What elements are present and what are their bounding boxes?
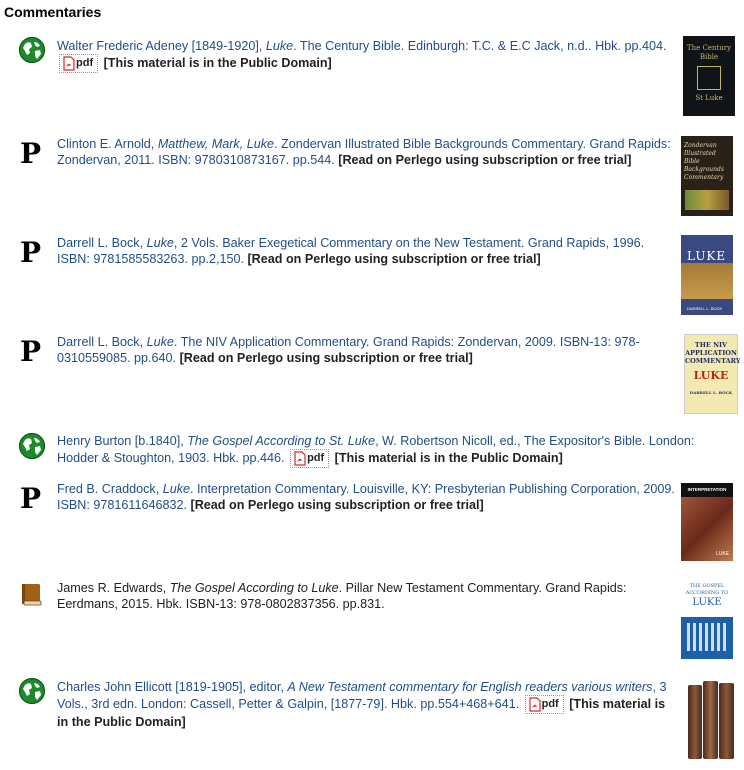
- globe-icon: [18, 677, 46, 705]
- perlego-p-icon: [18, 237, 46, 265]
- book-link[interactable]: Clinton E. Arnold, Matthew, Mark, Luke. Zondervan Illustrated Bible Backgrounds Commentary. Grand Rapids: Zondervan, 2011. ISBN: 9780310873167. pp.544.: [57, 137, 671, 167]
- book-link[interactable]: Walter Frederic Adeney [1849-1920], Luke. The Century Bible. Edinburgh: T.C. & E.C Jack, n.d.. Hbk. pp.404.: [57, 39, 667, 53]
- book-cover-image[interactable]: Zondervan Illustrated Bible Backgrounds Commentary: [681, 136, 733, 216]
- access-note: [This material is in the Public Domain]: [334, 450, 563, 465]
- book-cover-image[interactable]: LUKE DARRELL L. BOCK: [681, 235, 733, 315]
- pdf-icon: [62, 57, 76, 69]
- book-cover-image[interactable]: The Century Bible St Luke: [683, 36, 735, 116]
- book-cover-image[interactable]: [686, 679, 738, 759]
- svg-text:P: P: [20, 237, 42, 265]
- book-link[interactable]: Darrell L. Bock, Luke. The NIV Application Commentary. Grand Rapids: Zondervan, 2009. ISBN-13: 978-0310559085. pp.640.: [57, 335, 640, 365]
- svg-text:P: P: [20, 336, 42, 364]
- svg-text:P: P: [20, 138, 42, 166]
- perlego-p-icon: [18, 483, 46, 511]
- book-link[interactable]: Henry Burton [b.1840], The Gospel According to St. Luke, W. Robertson Nicoll, ed., The Expositor's Bible. London: Hodder & Stoughton, 1903. Hbk. pp.446.: [57, 434, 695, 465]
- book-cover-image[interactable]: THE GOSPEL ACCORDING TO LUKE: [681, 579, 733, 659]
- pdf-icon: [528, 698, 542, 710]
- book-cover-image[interactable]: THE NIV APPLICATION COMMENTARY LUKE DARRELL L. BOCK: [684, 334, 738, 414]
- pdf-download-button[interactable]: pdf: [290, 449, 329, 468]
- book-citation: James R. Edwards, The Gospel According to Luke. Pillar New Testament Commentary. Grand Rapids: Eerdmans, 2015. Hbk. ISBN-13: 978-0802837356. pp.831.: [57, 581, 627, 611]
- svg-text:P: P: [20, 483, 42, 511]
- pdf-download-button[interactable]: pdf: [525, 695, 564, 714]
- book-link[interactable]: Charles John Ellicott [1819-1905], editor, A New Testament commentary for English readers various writers, 3 Vols., 3rd edn. London: Cassell, Petter & Galpin, [1877-79]. Hbk. pp.554+468+641.: [57, 680, 667, 711]
- page-title: Commentaries: [4, 4, 102, 20]
- book-link[interactable]: Darrell L. Bock, Luke, 2 Vols. Baker Exegetical Commentary on the New Testament. Grand Rapids, 1996. ISBN: 9781585583263. pp.2,150.: [57, 236, 645, 266]
- pdf-icon: [293, 452, 307, 464]
- globe-icon: [18, 432, 46, 460]
- book-cover-image[interactable]: INTERPRETATION LUKE: [681, 483, 733, 561]
- perlego-p-icon: [18, 336, 46, 364]
- access-note: [This material is in the Public Domain]: [103, 55, 332, 70]
- globe-icon: [18, 36, 46, 64]
- access-note: [Read on Perlego using subscription or free trial]: [179, 351, 473, 365]
- perlego-p-icon: [18, 138, 46, 166]
- access-note: [Read on Perlego using subscription or free trial]: [338, 153, 632, 167]
- pdf-download-button[interactable]: pdf: [59, 54, 98, 73]
- access-note: [Read on Perlego using subscription or free trial]: [190, 498, 484, 512]
- book-link[interactable]: Fred B. Craddock, Luke. Interpretation Commentary. Louisville, KY: Presbyterian Publishing Corporation, 2009. ISBN: 9781611646832.: [57, 482, 675, 512]
- book-icon: [18, 581, 46, 609]
- access-note: [Read on Perlego using subscription or free trial]: [247, 252, 541, 266]
- access-note: [This material is in the Public Domain]: [57, 696, 666, 729]
